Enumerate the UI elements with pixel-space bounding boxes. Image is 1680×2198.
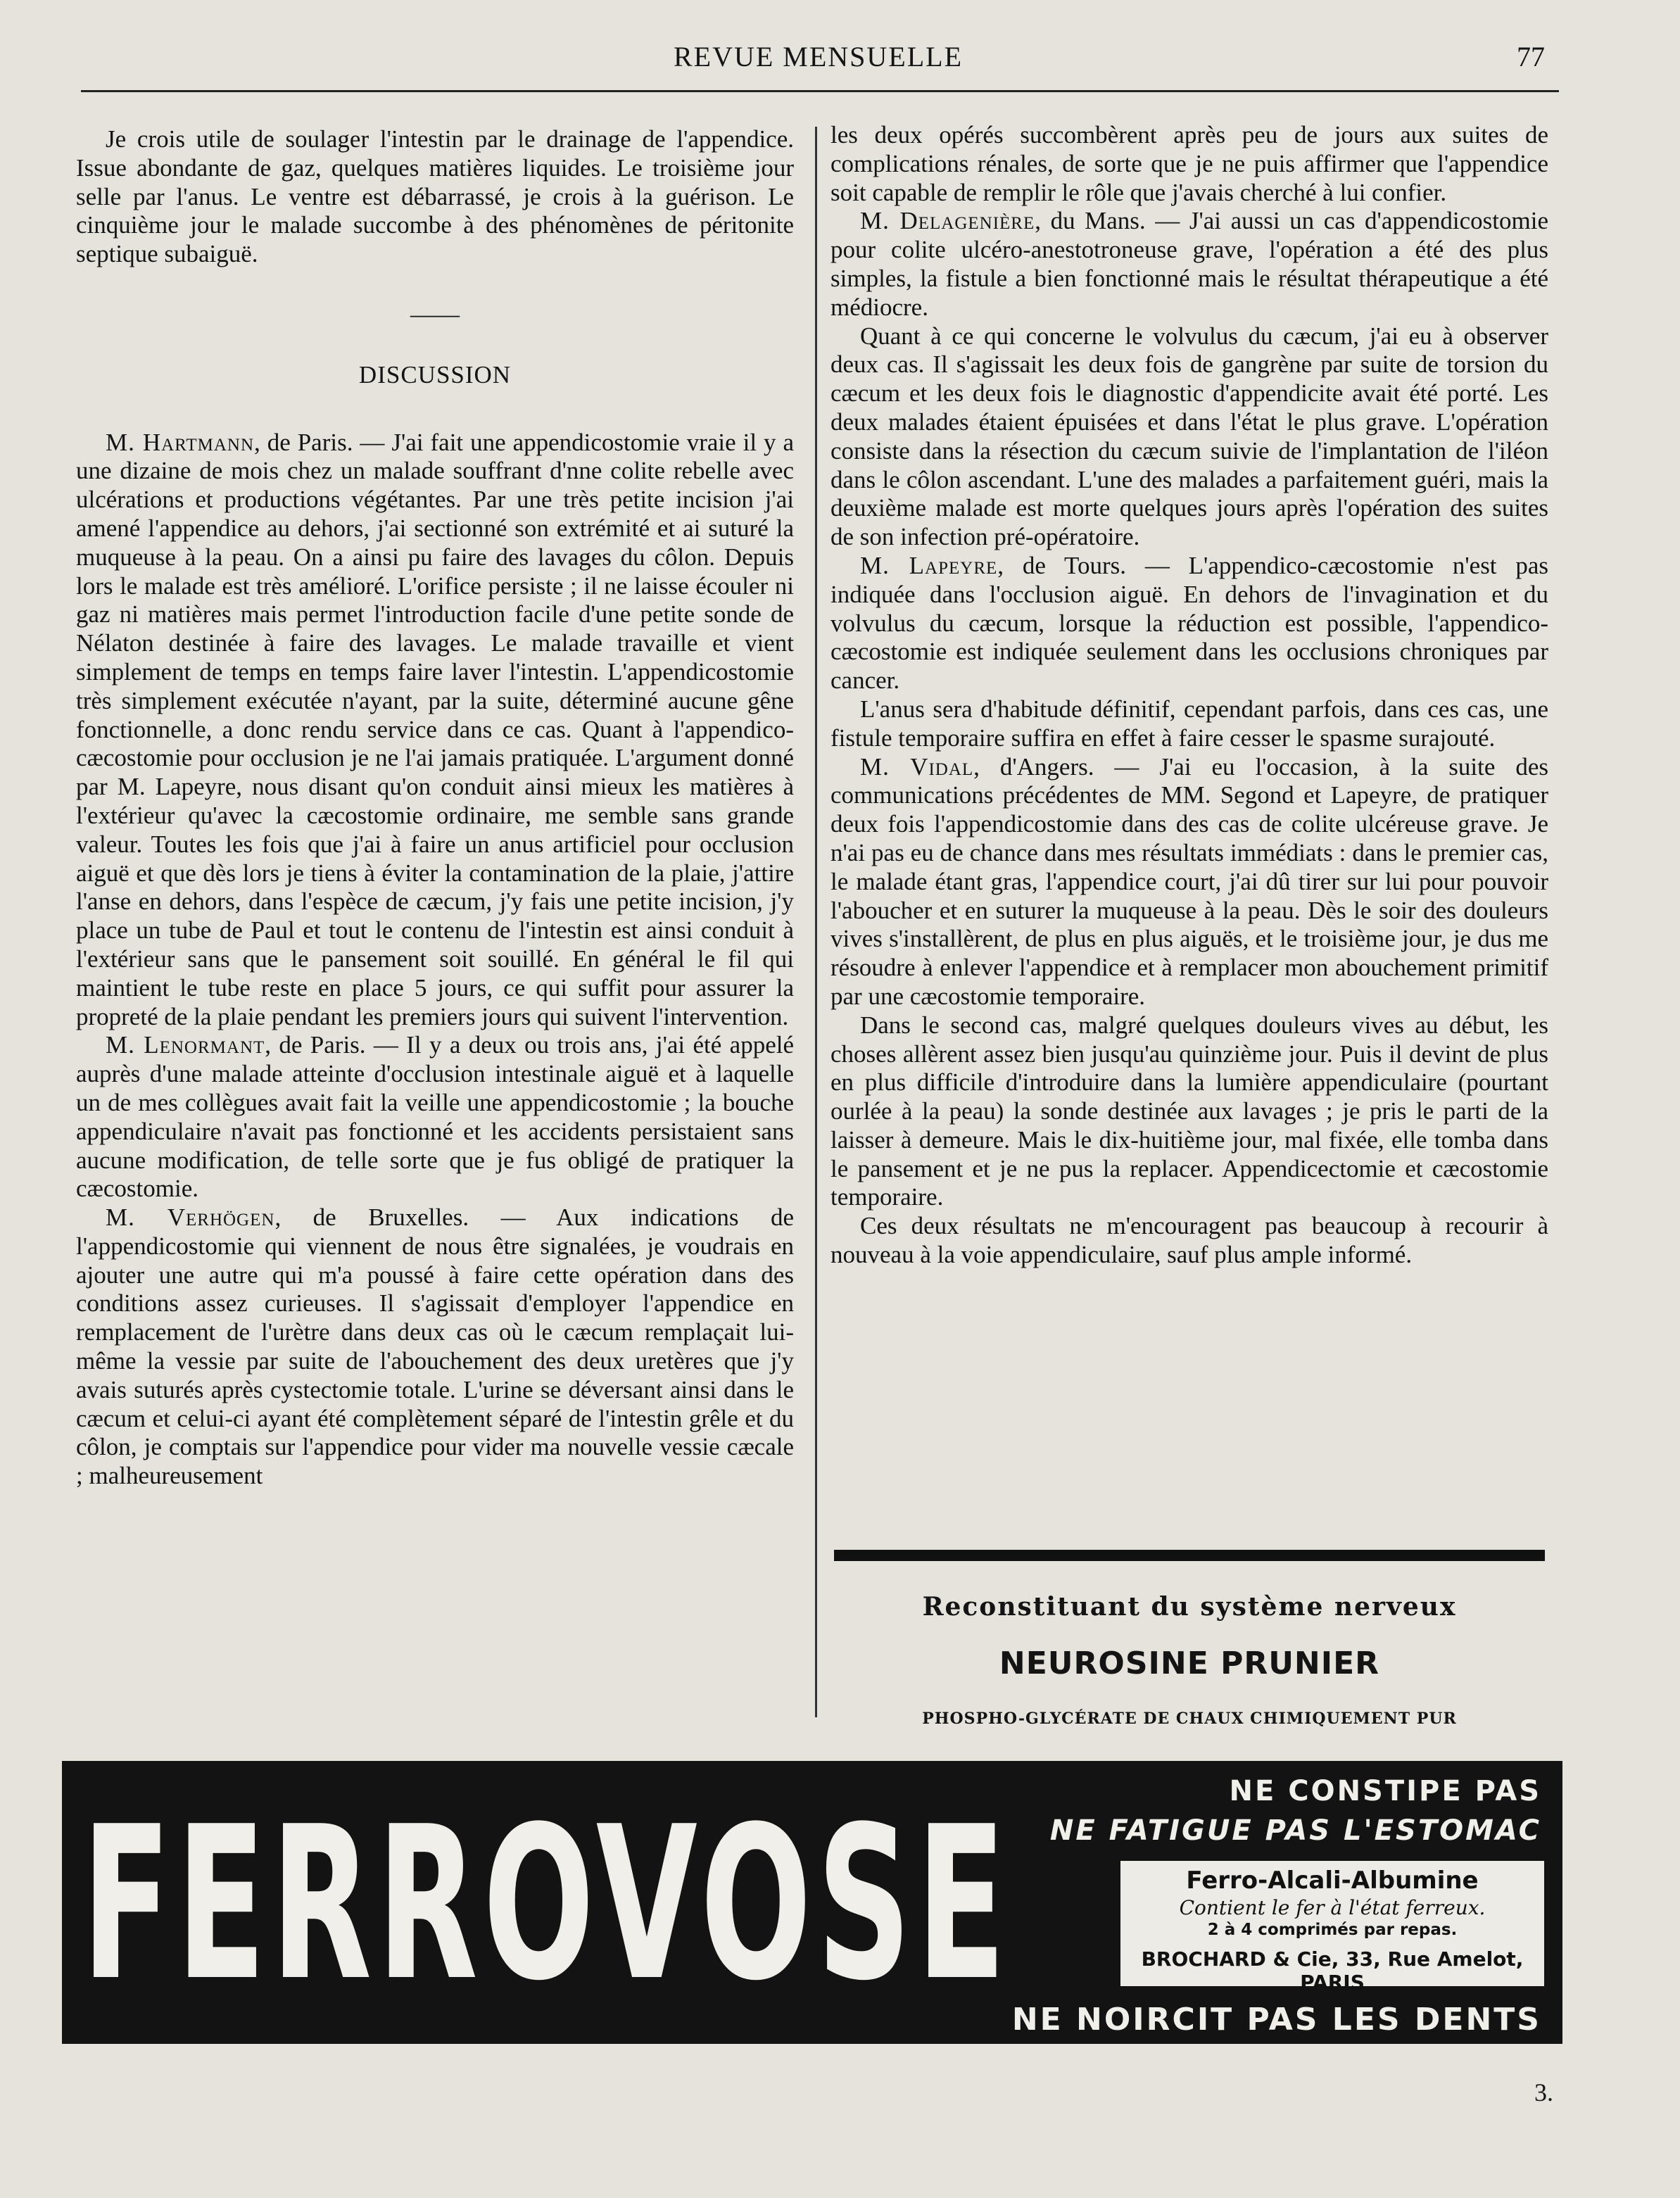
paragraph-text: , de Tours. — L'appendico-cæcostomie n'est pas indiquée dans l'occlusion aiguë. En dehors de l'invagination et du volvulus du cæcum, lorsque la réduction est possible, l'appendico-cæcostomie est indiquée seulement dans les occlusions chroniques par cancer.: [830, 551, 1548, 695]
right-column: [830, 121, 1548, 1270]
box-title: Ferro-Alcali-Albumine: [1186, 1867, 1479, 1895]
box-line-dosage: 2 à 4 comprimés par repas.: [1207, 1921, 1458, 1939]
section-separator: ——: [410, 300, 460, 328]
journal-title: REVUE MENSUELLE: [673, 41, 964, 72]
paragraph-text: , de Bruxelles. — Aux indications de l'appendicostomie qui viennent de nous être signalées, je voudrais en ajouter une autre qui m'a poussé à faire cette opération dans des conditions assez curieuses. Il s'agissait d'employer l'appendice en remplacement de l'urètre dans deux cas où le cæcum remplaçait lui-même la vessie par suite de l'abouchement des deux uretères que j'y avais suturés après cystectomie totale. L'urine se déversant ainsi dans le cæcum et celui-ci ayant été complètement séparé de l'intestin grêle et du côlon, je comptais sur l'appendice pour vider ma nouvelle vessie cæcale ; malheureusement: [76, 1204, 794, 1490]
paragraph-verhogen: [76, 1204, 794, 1491]
neurosine-advert: [834, 1592, 1545, 1728]
advert-subtitle: PHOSPHO-GLYCÉRATE DE CHAUX CHIMIQUEMENT PUR: [922, 1710, 1457, 1728]
advert-rule: [834, 1550, 1545, 1561]
speaker-name: M. Verhögen: [106, 1204, 275, 1232]
advert-tagline: Reconstituant du système nerveux: [922, 1592, 1457, 1622]
speaker-name: M. Vidal: [860, 752, 974, 781]
product-info-box: [1120, 1861, 1544, 1994]
paragraph-delageniere: [830, 207, 1548, 322]
ferrovose-brand: FERROVOSE: [82, 1781, 1011, 2027]
page-number: 77: [1517, 41, 1545, 72]
claim-constipe: NE CONSTIPE PAS: [1229, 1775, 1541, 1807]
paragraph-volvulus: Quant à ce qui concerne le volvulus du cæcum, j'ai eu à observer deux cas. Il s'agissait les deux fois de gangrène par suite de torsion du cæcum et les deux fois le diagnostic d'appendicite avait été porté. Les deux malades étaient épuisées et dans l'état le plus grave. L'opération consiste dans la résection du cæcum suivie de l'implantation de l'iléon dans le côlon ascendant. L'une des malades a parfaitement guéri, mais la deuxième malade est morte quelques jours après l'opération des suites de son infection pré-opératoire.: [830, 322, 1548, 551]
signature-mark: 3.: [1534, 2078, 1553, 2107]
column-divider: [815, 127, 817, 1717]
paragraph-vidal: [830, 753, 1548, 1011]
paragraph-lenormant: [76, 1031, 794, 1204]
box-line-address: BROCHARD & Cie, 33, Rue Amelot, PARIS: [1141, 1947, 1524, 1994]
discussion-heading: DISCUSSION: [358, 360, 512, 389]
paragraph-lapeyre: [830, 552, 1548, 695]
paragraph-text: , de Paris. — J'ai fait une appendicostomie vraie il y a une dizaine de mois chez un malade souffrant d'nne colite rebelle avec ulcérations et productions végétantes. Par une très petite incision j'ai amené l'appendice au dehors, j'ai sectionné son extrémité et ai suturé la muqueuse à la peau. On a ainsi pu faire des lavages du côlon. Depuis lors le malade est très amélioré. L'orifice persiste ; il ne laisse écouler ni gaz ni matières mais permet l'introduction facile d'une petite sonde de Nélaton destinée à faire des lavages. Le malade travaille et vient simplement de temps en temps faire laver l'intestin. L'appendicostomie très simplement exécutée n'ayant, par la suite, déterminé aucune gêne fonctionnelle, a donc rendu service dans ce cas. Quant à l'appendico-cæcostomie pour occlusion je ne l'ai jamais pratiquée. L'argument donné par M. Lapeyre, nous disant qu'on conduit ainsi mieux les matières à l'extérieur qu'avec la cæcostomie ordinaire, me semble sans grande valeur. Toutes les fois que j'ai à faire un anus artificiel pour occlusion aiguë et que dès lors je tiens à éviter la contamination de la plaie, j'attire l'anse en dehors, dans l'espèce de cæcum, j'y fais une petite incision, j'y place un tube de Paul et tout le contenu de l'intestin est ainsi conduit à l'extérieur sans que le pansement soit souillé. En général le fil qui maintient le tube reste en place 5 jours, ce qui suffit pour assurer la propreté de la plaie pendant les premiers jours qui suivent l'intervention.: [76, 428, 794, 1030]
speaker-name: M. Delagenière: [860, 207, 1035, 235]
ferrovose-advert: [62, 1761, 1562, 2044]
paragraph-second-cas: Dans le second cas, malgré quelques douleurs vives au début, les choses allèrent assez bien jusqu'au quinzième jour. Puis il devint de plus en plus difficile d'introduire dans la lumière appendiculaire (pourtant ourlée à la peau) la sonde destinée aux lavages ; je pris le parti de la laisser à demeure. Mais le dix-huitième jour, mal fixée, elle tomba dans le pansement et je ne pus la replacer. Appendicectomie et cæcostomie temporaire.: [830, 1011, 1548, 1211]
left-column: [76, 125, 794, 1491]
intro-paragraph: Je crois utile de soulager l'intestin par le drainage de l'appendice. Issue abondante de gaz, quelques matières liquides. Le troisième jour selle par l'anus. Le ventre est débarrassé, je crois à la guérison. Le cinquième jour le malade succombe à des phénomènes de péritonite septique subaiguë.: [76, 125, 794, 268]
header-rule: [81, 90, 1559, 92]
claim-dents: NE NOIRCIT PAS LES DENTS: [1011, 2002, 1541, 2038]
paragraph-anus: L'anus sera d'habitude définitif, cependant parfois, dans ces cas, une fistule temporaire suffira en effet à faire cesser le spasme surajouté.: [830, 695, 1548, 752]
paragraph-text: , d'Angers. — J'ai eu l'occasion, à la suite des communications précédentes de MM. Segond et Lapeyre, de pratiquer deux fois l'appendicostomie dans des cas de colite ulcéreuse grave. Je n'ai pas eu de chance dans mes résultats immédiats : dans le premier cas, le malade étant gras, l'appendice court, j'ai dû tirer sur lui pour pouvoir l'aboucher et en suturer la muqueuse à la peau. Dès le soir des douleurs vives s'installèrent, de plus en plus aiguës, et le troisième jour, je dus me résoudre à enlever l'appendice et à remplacer mon abouchement primitif par une cæcostomie temporaire.: [830, 752, 1548, 1010]
advert-brand: NEUROSINE PRUNIER: [999, 1646, 1380, 1681]
speaker-name: M. Hartmann: [106, 428, 254, 456]
continued-paragraph: les deux opérés succombèrent après peu de jours aux suites de complications rénales, de sorte que je ne puis affirmer que l'appendice soit capable de remplir le rôle que j'avais cherché à lui confier.: [830, 121, 1548, 206]
box-line-fer: Contient le fer à l'état ferreux.: [1179, 1896, 1486, 1919]
paragraph-text: , de Paris. — Il y a deux ou trois ans, j'ai été appelé auprès d'une malade atteinte d'occlusion intestinale aiguë et à laquelle un de mes collègues avait fait la veille une appendicostomie ; la bouche appendiculaire n'avait pas fonctionné et les accidents persistaient sans aucune modification, de telle sorte que je fus obligé de pratiquer la cæcostomie.: [76, 1031, 794, 1203]
running-header: [77, 37, 1559, 79]
paragraph-conclusion: Ces deux résultats ne m'encouragent pas beaucoup à recourir à nouveau à la voie appendiculaire, sauf plus ample informé.: [830, 1212, 1548, 1269]
paragraph-text: , du Mans. — J'ai aussi un cas d'appendicostomie pour colite ulcéro-anestotroneuse grave, l'opération a été des plus simples, la fistule a bien fonctionné mais le résultat thérapeutique a été médiocre.: [830, 207, 1548, 321]
paragraph-hartmann: [76, 429, 794, 1032]
claim-estomac: NE FATIGUE PAS L'ESTOMAC: [1049, 1814, 1541, 1847]
speaker-name: M. Lenormant: [106, 1031, 265, 1059]
speaker-name: M. Lapeyre: [860, 551, 998, 579]
